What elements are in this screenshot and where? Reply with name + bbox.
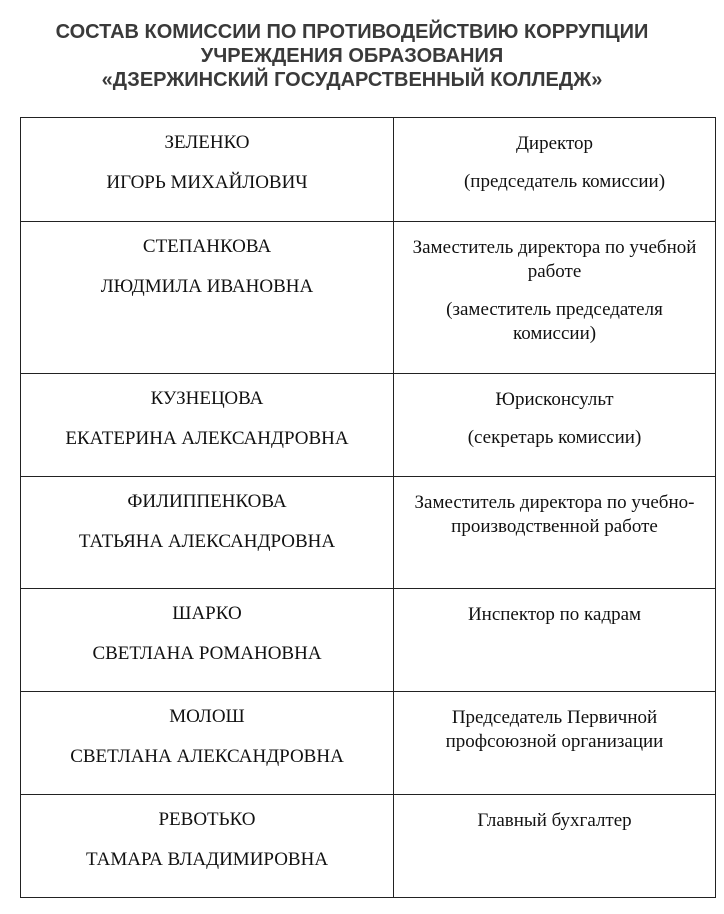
member-name-cell xyxy=(21,477,394,589)
member-given-names: ТАМАРА ВЛАДИМИРОВНА xyxy=(85,849,329,870)
table-row xyxy=(21,374,716,477)
member-commission-role: (заместитель председателя комиссии) xyxy=(446,299,663,344)
member-position: Юрисконсульт xyxy=(495,389,614,410)
member-given-names: ЕКАТЕРИНА АЛЕКСАНДРОВНА xyxy=(65,428,349,449)
member-given-names: СВЕТЛАНА АЛЕКСАНДРОВНА xyxy=(70,746,344,767)
member-role-cell xyxy=(394,795,716,898)
member-commission-role: (секретарь комиссии) xyxy=(467,427,642,448)
member-position: Заместитель директора по учебной работе xyxy=(412,237,697,282)
member-surname: МОЛОШ xyxy=(169,706,245,727)
member-role-cell xyxy=(394,692,716,795)
member-surname: ЗЕЛЕНКО xyxy=(164,132,250,153)
member-given-names: ТАТЬЯНА АЛЕКСАНДРОВНА xyxy=(78,531,336,552)
member-position: Директор xyxy=(515,133,594,154)
member-surname: ФИЛИППЕНКОВА xyxy=(127,491,287,512)
table-row xyxy=(21,477,716,589)
member-surname: КУЗНЕЦОВА xyxy=(150,388,264,409)
member-given-names: СВЕТЛАНА РОМАНОВНА xyxy=(92,643,322,664)
title-line-2: УЧРЕЖДЕНИЯ ОБРАЗОВАНИЯ xyxy=(200,45,504,67)
table-row xyxy=(21,795,716,898)
member-role-cell xyxy=(394,374,716,477)
member-position: Главный бухгалтер xyxy=(477,810,632,831)
member-name-cell xyxy=(21,692,394,795)
member-name-cell xyxy=(21,795,394,898)
member-name-cell xyxy=(21,118,394,222)
member-name-cell xyxy=(21,589,394,692)
table-row xyxy=(21,589,716,692)
member-surname: ШАРКО xyxy=(172,603,242,624)
member-surname: РЕВОТЬКО xyxy=(158,809,256,830)
member-role-cell xyxy=(394,222,716,374)
title-line-3: «ДЗЕРЖИНСКИЙ ГОСУДАРСТВЕННЫЙ КОЛЛЕДЖ» xyxy=(101,69,603,91)
table-row xyxy=(21,692,716,795)
member-role-cell xyxy=(394,118,716,222)
document-title xyxy=(0,20,704,92)
table-row xyxy=(21,222,716,374)
member-position: Председатель Первичной профсоюзной организации xyxy=(445,707,664,752)
member-position: Инспектор по кадрам xyxy=(467,604,642,625)
commission-table xyxy=(20,117,716,898)
table-row xyxy=(21,118,716,222)
member-role-cell xyxy=(394,477,716,589)
member-surname: СТЕПАНКОВА xyxy=(142,236,272,257)
member-name-cell xyxy=(21,222,394,374)
member-commission-role: (председатель комиссии) xyxy=(463,171,666,192)
member-name-cell xyxy=(21,374,394,477)
member-given-names: ЛЮДМИЛА ИВАНОВНА xyxy=(100,276,314,297)
member-position: Заместитель директора по учебно-производственной работе xyxy=(414,492,695,537)
title-line-1: СОСТАВ КОМИССИИ ПО ПРОТИВОДЕЙСТВИЮ КОРРУПЦИИ xyxy=(55,21,649,43)
member-given-names: ИГОРЬ МИХАЙЛОВИЧ xyxy=(106,172,308,193)
member-role-cell xyxy=(394,589,716,692)
